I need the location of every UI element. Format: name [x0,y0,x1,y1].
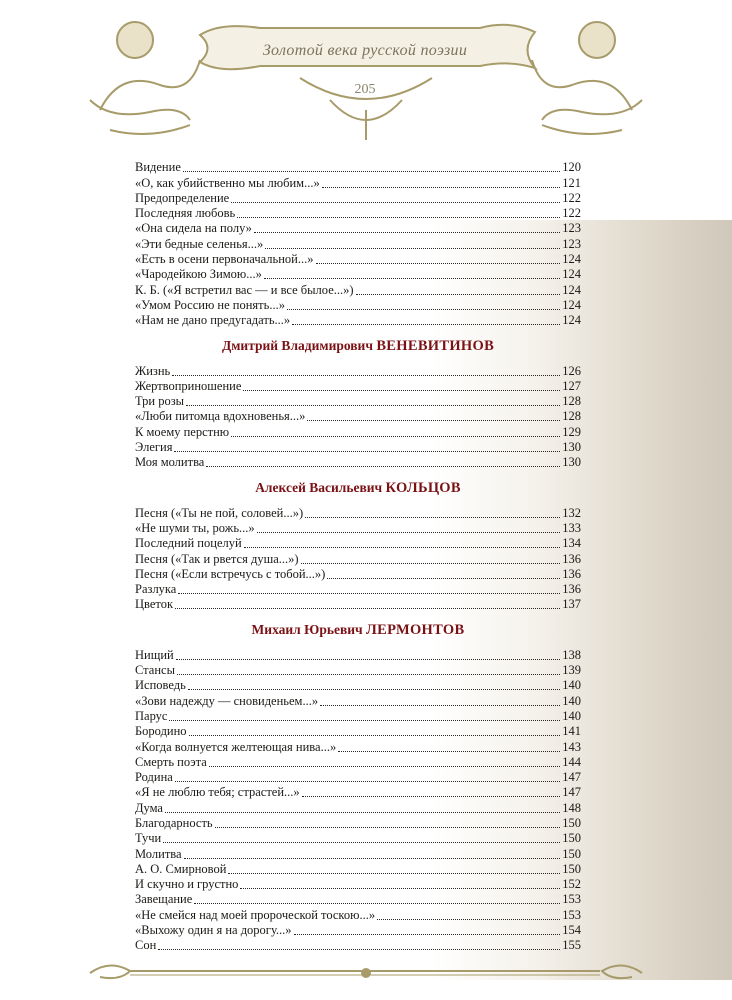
entry-title: Родина [135,770,173,785]
dot-leader [209,765,560,767]
entry-title: «Не смейся над моей пророческой тоскою...» [135,907,376,922]
entry-title: Предопределение [135,190,230,205]
entry-page-number: 148 [562,800,581,815]
entry-title: «Выхожу один я на дорогу...» [135,923,292,938]
toc-entry [135,379,581,394]
dot-leader [240,887,560,889]
entry-title: Песня («Так и рвется душа...») [135,551,299,566]
dot-leader [301,562,561,564]
entry-title: Тучи [135,831,162,846]
dot-leader [172,374,560,376]
dot-leader [257,531,561,533]
entry-page-number: 150 [562,861,581,876]
dot-leader [163,841,560,843]
toc-entry [135,521,581,536]
entry-title: Жертвоприношение [135,378,242,393]
toc-entry [135,923,581,938]
footer-ornament [80,955,652,987]
toc-entry [135,892,581,907]
section-heading [135,617,581,643]
toc-entry [135,938,581,953]
entry-title: «Эти бедные селенья...» [135,236,264,251]
toc-entry [135,536,581,551]
dot-leader [215,826,561,828]
dot-leader [305,516,560,518]
toc-entry [135,770,581,785]
entry-title: «Не шуми ты, рожь...» [135,520,255,535]
entry-page-number: 134 [562,536,581,551]
toc-entry [135,816,581,831]
toc-entry [135,582,581,597]
entry-page-number: 130 [562,455,581,470]
entry-title: Моя молитва [135,455,205,470]
dot-leader [294,933,561,935]
entry-page-number: 123 [562,236,581,251]
entry-page-number: 153 [562,907,581,922]
entry-title: Смерть поэта [135,754,207,769]
header-ornament [80,0,652,150]
dot-leader [244,546,561,548]
toc-entry [135,236,581,251]
table-of-contents [135,160,581,953]
entry-title: «Она сидела на полу» [135,221,252,236]
toc-entry [135,567,581,582]
dot-leader [327,577,560,579]
dot-leader [322,186,561,188]
toc-entry [135,221,581,236]
toc-entry [135,597,581,612]
entry-page-number: 140 [562,708,581,723]
entry-page-number: 122 [562,190,581,205]
dot-leader [377,918,560,920]
entry-title: Сон [135,938,157,953]
entry-page-number: 126 [562,363,581,378]
entry-title: К моему перстню [135,424,230,439]
toc-entry [135,505,581,520]
dot-leader [183,170,560,172]
entry-title: Нищий [135,647,174,662]
entry-page-number: 153 [562,892,581,907]
entry-page-number: 147 [562,785,581,800]
toc-entry [135,678,581,693]
dot-leader [177,673,560,675]
entry-page-number: 143 [562,739,581,754]
toc-entry [135,709,581,724]
toc-entry [135,739,581,754]
entry-title: Три розы [135,394,185,409]
toc-entry [135,831,581,846]
toc-entry [135,252,581,267]
entry-page-number: 122 [562,206,581,221]
entry-title: Разлука [135,582,177,597]
section-heading [135,333,581,359]
entry-page-number: 137 [562,597,581,612]
entry-page-number: 123 [562,221,581,236]
dot-leader [237,216,560,218]
entry-page-number: 124 [562,282,581,297]
entry-page-number: 127 [562,378,581,393]
entry-page-number: 136 [562,566,581,581]
toc-entry [135,907,581,922]
dot-leader [228,872,560,874]
author-surname: ЛЕРМОНТОВ [366,622,465,639]
dot-leader [287,308,560,310]
dot-leader [316,262,561,264]
banner-title: Золотой века русской поэзии [262,42,468,59]
entry-page-number: 138 [562,647,581,662]
dot-leader [302,795,561,797]
entry-page-number: 128 [562,394,581,409]
entry-page-number: 136 [562,551,581,566]
entry-title: Дума [135,800,163,815]
toc-entry [135,693,581,708]
toc-entry [135,175,581,190]
dot-leader [265,247,560,249]
entry-title: «Умом Россию не понять...» [135,297,285,312]
entry-page-number: 124 [562,297,581,312]
entry-page-number: 147 [562,770,581,785]
toc-entry [135,455,581,470]
author-surname: ВЕНЕВИТИНОВ [376,338,495,355]
toc-entry [135,424,581,439]
entry-page-number: 130 [562,440,581,455]
entry-page-number: 124 [562,252,581,267]
dot-leader [356,293,561,295]
entry-title: «О, как убийственно мы любим...» [135,175,320,190]
entry-page-number: 140 [562,693,581,708]
section-heading [135,475,581,501]
toc-entry [135,755,581,770]
author-surname: КОЛЬЦОВ [385,480,461,497]
dot-leader [292,323,560,325]
dot-leader [231,201,560,203]
dot-leader [189,734,561,736]
entry-page-number: 152 [562,877,581,892]
dot-leader [176,658,561,660]
dot-leader [206,465,560,467]
entry-title: Последняя любовь [135,206,236,221]
entry-title: Благодарность [135,815,213,830]
toc-entry [135,363,581,378]
entry-title: «Люби питомца вдохновенья...» [135,409,306,424]
toc-entry [135,785,581,800]
toc-entry [135,191,581,206]
entry-title: Исповедь [135,678,186,693]
toc-entry [135,298,581,313]
toc-entry [135,663,581,678]
entry-page-number: 128 [562,409,581,424]
entry-title: Жизнь [135,363,171,378]
dot-leader [338,750,560,752]
page-number: 205 [354,82,376,97]
dot-leader [243,389,560,391]
entry-title: «Зови надежду — сновиденьем...» [135,693,319,708]
toc-entry [135,282,581,297]
toc-entry [135,647,581,662]
entry-title: Бородино [135,724,187,739]
entry-title: Элегия [135,440,173,455]
entry-page-number: 120 [562,160,581,175]
entry-title: А. О. Смирновой [135,861,227,876]
dot-leader [320,704,560,706]
toc-entry [135,394,581,409]
entry-title: Парус [135,708,168,723]
dot-leader [174,450,560,452]
entry-page-number: 140 [562,678,581,693]
entry-title: «Когда волнуется желтеющая нива...» [135,739,337,754]
entry-title: Песня («Если встречусь с тобой...») [135,566,326,581]
dot-leader [194,902,560,904]
dot-leader [169,719,560,721]
author-name: Дмитрий Владимирович [221,338,373,354]
entry-page-number: 129 [562,424,581,439]
entry-page-number: 141 [562,724,581,739]
dot-leader [186,404,560,406]
author-name: Михаил Юрьевич [251,622,363,638]
toc-entry [135,313,581,328]
entry-page-number: 133 [562,520,581,535]
dot-leader [231,435,560,437]
entry-title: И скучно и грустно [135,877,239,892]
dot-leader [184,857,561,859]
entry-title: «Есть в осени первоначальной...» [135,252,314,267]
author-name: Алексей Васильевич [255,480,383,496]
toc-entry [135,440,581,455]
toc-entry [135,877,581,892]
entry-title: Последний поцелуй [135,536,242,551]
dot-leader [178,592,560,594]
entry-title: «Я не люблю тебя; страстей...» [135,785,300,800]
dot-leader [254,231,560,233]
toc-entry [135,206,581,221]
dot-leader [264,277,560,279]
toc-entry [135,800,581,815]
toc-entry [135,409,581,424]
entry-page-number: 144 [562,754,581,769]
dot-leader [175,780,560,782]
entry-page-number: 150 [562,831,581,846]
toc-entry [135,724,581,739]
dot-leader [307,419,560,421]
dot-leader [188,688,560,690]
toc-entry [135,551,581,566]
dot-leader [175,607,560,609]
entry-page-number: 136 [562,582,581,597]
entry-page-number: 139 [562,663,581,678]
entry-page-number: 155 [562,938,581,953]
entry-page-number: 132 [562,505,581,520]
entry-page-number: 121 [562,175,581,190]
toc-entry [135,160,581,175]
entry-page-number: 150 [562,846,581,861]
entry-page-number: 150 [562,815,581,830]
dot-leader [158,948,560,950]
entry-page-number: 124 [562,313,581,328]
entry-title: К. Б. («Я встретил вас — и все былое...») [135,282,354,297]
toc-entry [135,862,581,877]
toc-entry [135,846,581,861]
toc-entry [135,267,581,282]
entry-title: Завещание [135,892,193,907]
entry-page-number: 124 [562,267,581,282]
entry-title: «Чародейкою Зимою...» [135,267,262,282]
entry-title: Песня («Ты не пой, соловей...») [135,505,304,520]
entry-title: Цветок [135,597,174,612]
entry-page-number: 154 [562,923,581,938]
entry-title: Стансы [135,663,175,678]
entry-title: Видение [135,160,181,175]
dot-leader [165,811,560,813]
entry-title: Молитва [135,846,182,861]
entry-title: «Нам не дано предугадать...» [135,313,291,328]
